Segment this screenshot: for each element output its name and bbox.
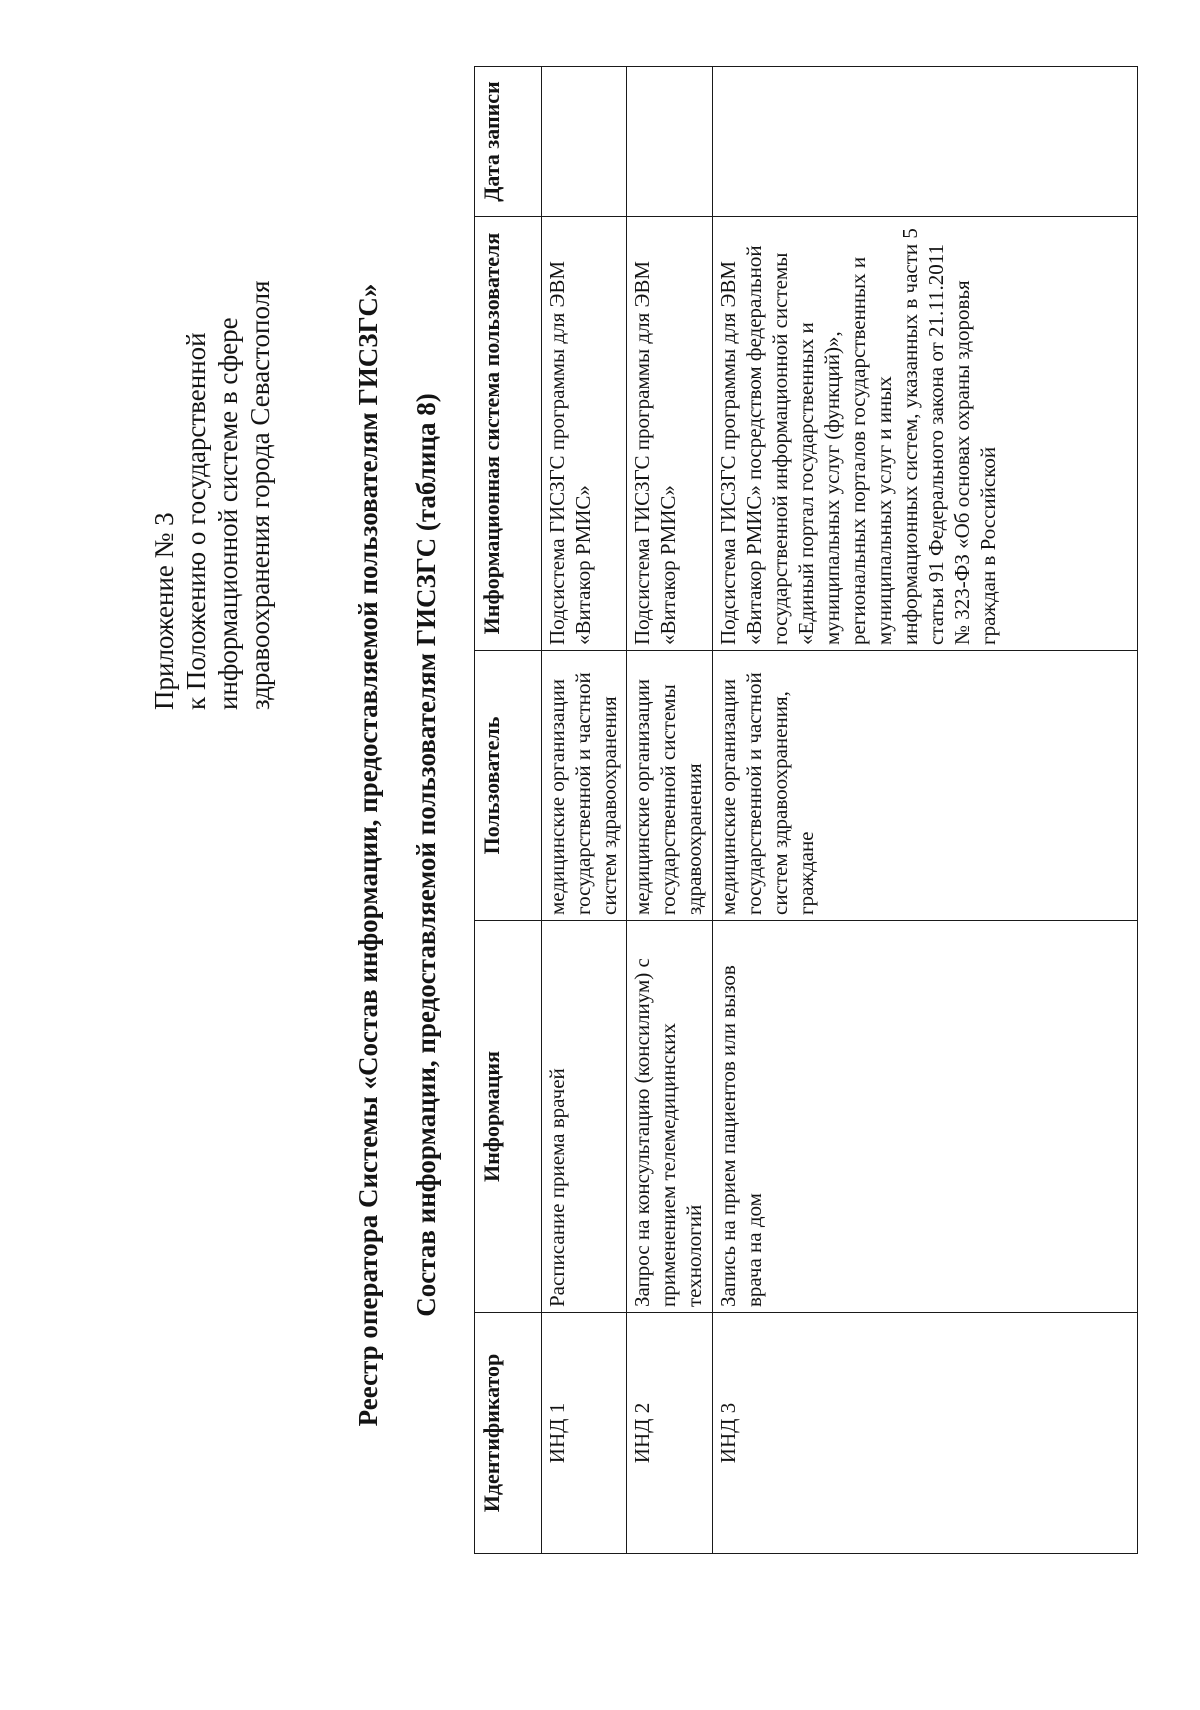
appendix-block <box>148 281 276 710</box>
cell-user-system: Подсистема ГИСЗГС программы для ЭВМ «Витакор РМИС» <box>542 217 627 651</box>
cell-information: Запрос на консультацию (консилиум) с применением телемедицинских технологий <box>627 921 713 1313</box>
cell-information: Запись на прием пациентов или вызов врача на дом <box>713 921 1138 1313</box>
information-table <box>474 66 1138 1554</box>
header-record-date: Дата записи <box>475 67 542 217</box>
cell-record-date <box>713 67 1138 217</box>
appendix-reference-line: здравоохранения города Севастополя <box>245 280 275 710</box>
cell-record-date <box>627 67 713 217</box>
header-user-system: Информационная система пользователя <box>475 217 542 651</box>
appendix-number: Приложение № 3 <box>149 512 179 710</box>
header-information: Информация <box>475 921 542 1313</box>
appendix-reference-line: к Положению о государственной <box>181 332 211 710</box>
cell-user-system: Подсистема ГИСЗГС программы для ЭВМ «Витакор РМИС» <box>627 217 713 651</box>
header-identifier: Идентификатор <box>475 1313 542 1554</box>
cell-user-system: Подсистема ГИСЗГС программы для ЭВМ «Витакор РМИС» посредством федеральной государственной информационной системы «Единый портал государственных и муниципальных услуг (функций)», региональных порталов государственных и муниципальных услуг и иных информационных систем, указанных в части 5 статьи 91 Федерального закона от 21.11.2011 № 323-ФЗ «Об основах охраны здоровья граждан в Российской <box>713 217 1138 651</box>
cell-user: медицинские организации государственной и частной систем здравоохранения <box>542 651 627 921</box>
cell-information: Расписание приема врачей <box>542 921 627 1313</box>
header-user: Пользователь <box>475 651 542 921</box>
registry-heading: Реестр оператора Системы «Состав информации, предоставляемой пользователям ГИСЗГС» <box>353 283 383 1427</box>
table-row <box>713 67 1138 1554</box>
cell-identifier: ИНД 1 <box>542 1313 627 1554</box>
table-row <box>542 67 627 1554</box>
table-row <box>627 67 713 1554</box>
cell-identifier: ИНД 3 <box>713 1313 1138 1554</box>
cell-user: медицинские организации государственной и частной систем здравоохранения, граждане <box>713 651 1138 921</box>
appendix-reference-line: информационной системе в сфере <box>213 317 243 710</box>
table-header-row <box>475 67 542 1554</box>
cell-user: медицинские организации государственной системы здравоохранения <box>627 651 713 921</box>
cell-record-date <box>542 67 627 217</box>
table-heading: Состав информации, предоставляемой пользователям ГИСЗГС (таблица 8) <box>411 393 441 1317</box>
cell-identifier: ИНД 2 <box>627 1313 713 1554</box>
